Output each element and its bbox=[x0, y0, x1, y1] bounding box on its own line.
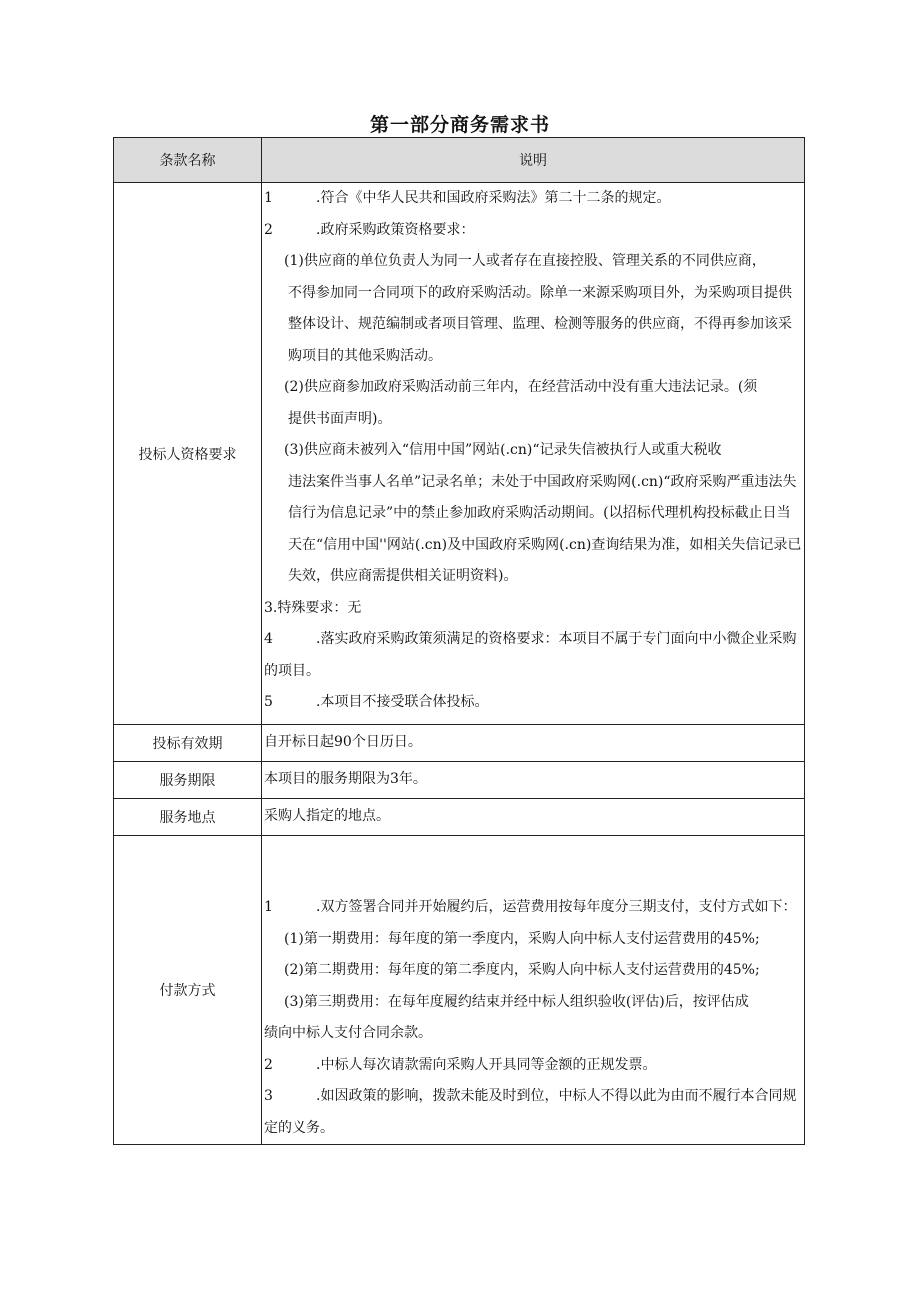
label-period: 服务期限 bbox=[114, 762, 262, 799]
row-location bbox=[114, 799, 805, 836]
label-location: 服务地点 bbox=[114, 799, 262, 836]
pay-sub-1: (1)第一期费用：每年度的第一季度内，采购人向中标人支付运营费用的45%; bbox=[284, 930, 760, 947]
qualification-clip bbox=[264, 183, 802, 724]
payment-content bbox=[262, 836, 805, 1145]
qual-sub-3-first: (3)供应商未被列入“信用中国”网站(.cn)“记录失信被执行人或重大税收 bbox=[284, 442, 722, 458]
pay-sub-2: (2)第二期费用：每年度的第二季度内，采购人向中标人支付运营费用的45%; bbox=[284, 962, 760, 978]
business-requirements-table bbox=[113, 137, 805, 1145]
pay-item-2: 2 .中标人每次请款需向采购人开具同等金额的正规发票。 bbox=[264, 1056, 657, 1073]
qualification-content bbox=[262, 183, 805, 725]
label-payment: 付款方式 bbox=[114, 836, 262, 1145]
label-validity: 投标有效期 bbox=[114, 725, 262, 762]
qual-sub-2-rest: 提供书面声明)。 bbox=[288, 410, 392, 427]
table-header-row bbox=[114, 138, 805, 183]
qual-item-4: 4 .落实政府采购政策须满足的资格要求：本项目不属于专门面向中小微企业采购的项目。 bbox=[264, 631, 797, 679]
qual-sub-1-first: (1)供应商的单位负责人为同一人或者存在直接控股、管理关系的不同供应商， bbox=[284, 253, 766, 269]
pay-item-3: 3 .如因政策的影响，拨款未能及时到位，中标人不得以此为由而不履行本合同规定的义务。 bbox=[264, 1088, 797, 1136]
validity-text: 自开标日起90个日历日。 bbox=[262, 725, 805, 762]
payment-top-space bbox=[264, 836, 802, 892]
qual-sub-1-rest: 不得参加同一合同项下的政府采购活动。除单一来源采购项目外，为采购项目提供整体设计、规范编制或者项目管理、监理、检测等服务的供应商，不得再参加该采购项目的其他采购活动。 bbox=[288, 284, 792, 364]
row-validity bbox=[114, 725, 805, 762]
pay-sub-3-rest: 绩向中标人支付合同余款。 bbox=[264, 1025, 432, 1041]
row-period bbox=[114, 762, 805, 799]
qual-item-5: 5 .本项目不接受联合体投标。 bbox=[264, 694, 489, 710]
location-text: 采购人指定的地点。 bbox=[262, 799, 805, 836]
page-title: 第一部分商务需求书 bbox=[369, 114, 550, 136]
row-qualification bbox=[114, 183, 805, 725]
pay-item-1: 1 .双方签署合同并开始履约后，运营费用按每年度分三期支付，支付方式如下： bbox=[264, 899, 797, 915]
row-payment bbox=[114, 836, 805, 1145]
qual-item-2: 2 .政府采购政策资格要求： bbox=[264, 221, 475, 238]
header-clause-name: 条款名称 bbox=[114, 138, 262, 183]
qual-sub-3-rest: 违法案件当事人名单”记录名单；未处于中国政府采购网(.cn)“政府采购严重违法失信行为信息记录”中的禁止参加政府采购活动期间。(以招标代理机构投标截止日当天在“信用中国''网站(.cn)及中国政府采购网(.cn)查询结果为准，如相关失信记录已失效，供应商需提供相关证明资料)。 bbox=[288, 473, 802, 584]
qual-item-1: 1 .符合《中华人民共和国政府采购法》第二十二条的规定。 bbox=[264, 190, 671, 206]
pay-sub-3-first: (3)第三期费用：在每年度履约结束并经中标人组织验收(评估)后，按评估成 bbox=[284, 993, 749, 1010]
header-description: 说明 bbox=[262, 138, 805, 183]
qual-sub-2-first: (2)供应商参加政府采购活动前三年内，在经营活动中没有重大违法记录。(须 bbox=[284, 379, 758, 395]
label-qualification: 投标人资格要求 bbox=[114, 183, 262, 725]
qual-item-3: 3.特殊要求：无 bbox=[264, 599, 362, 616]
period-text: 本项目的服务期限为3年。 bbox=[262, 762, 805, 799]
